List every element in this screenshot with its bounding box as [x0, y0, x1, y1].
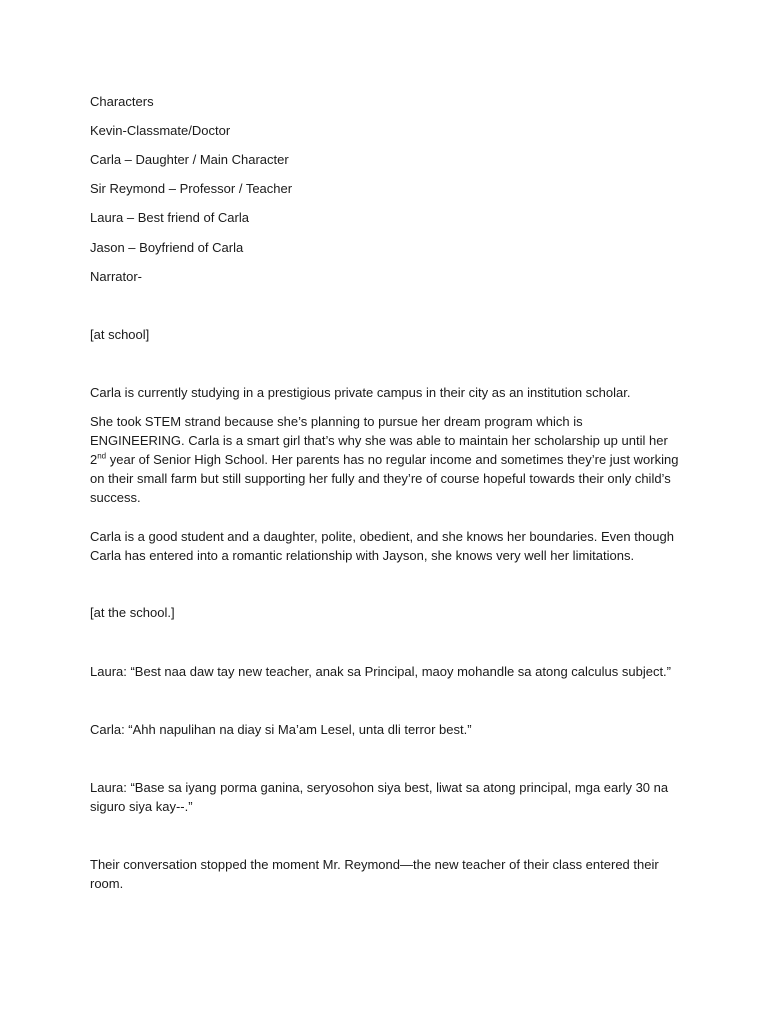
character-jason: Jason – Boyfriend of Carla — [90, 240, 244, 255]
scene-heading-at-the-school: [at the school.] — [90, 605, 175, 620]
dialogue-laura-1: Laura: “Best naa daw tay new teacher, anak sa Principal, maoy mohandle sa atong calculus subject.” — [90, 664, 671, 679]
character-narrator: Narrator- — [90, 269, 143, 284]
paragraph-intro: Carla is currently studying in a prestigious private campus in their city as an institution scholar. — [90, 385, 631, 400]
paragraph-stem — [90, 412, 680, 507]
paragraph-stem-part1: She took STEM strand because she’s planning to pursue her dream program which is ENGINEERING. Carla is a smart girl that’s why she was able to maintain her scholarship up until her 2 — [90, 414, 668, 467]
paragraph-conversation-stopped: Their conversation stopped the moment Mr. Reymond—the new teacher of their class entered their room. — [90, 857, 659, 891]
character-kevin: Kevin-Classmate/Doctor — [90, 123, 231, 138]
character-laura: Laura – Best friend of Carla — [90, 210, 249, 225]
paragraph-stem-part2: year of Senior High School. Her parents has no regular income and sometimes they’re just working on their small farm but still supporting her fully and they’re of course hopeful towards their only child’s success. — [90, 452, 679, 505]
characters-heading: Characters — [90, 94, 154, 109]
ordinal-superscript: nd — [97, 451, 107, 461]
dialogue-laura-2: Laura: “Base sa iyang porma ganina, seryosohon siya best, liwat sa atong principal, mga early 30 na siguro siya kay--.” — [90, 780, 669, 814]
character-reymond: Sir Reymond – Professor / Teacher — [90, 181, 293, 196]
paragraph-good-student: Carla is a good student and a daughter, polite, obedient, and she knows her boundaries. Even though Carla has entered into a romantic relationship with Jayson, she knows very well her limitations. — [90, 529, 674, 563]
character-carla: Carla – Daughter / Main Character — [90, 152, 289, 167]
scene-heading-at-school: [at school] — [90, 327, 150, 342]
dialogue-carla-1: Carla: “Ahh napulihan na diay si Ma’am Lesel, unta dli terror best.” — [90, 722, 472, 737]
